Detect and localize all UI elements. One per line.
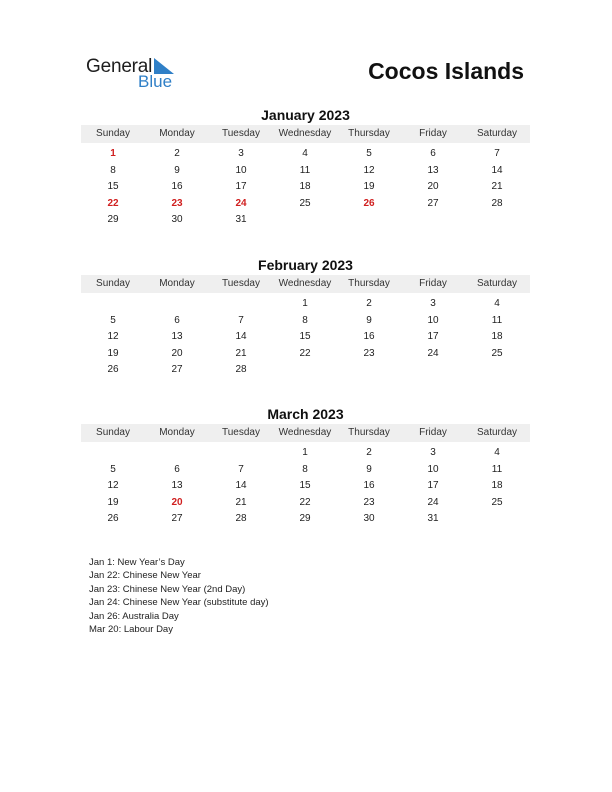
day-cell: 10 [235,164,247,176]
day-cell: 7 [494,148,500,159]
day-cell [337,212,401,229]
day-cell: 5 [110,314,116,326]
day-cell: 24 [427,347,439,359]
day-cell: 13 [427,164,439,176]
month-february [81,256,530,379]
day-cell [145,445,209,462]
holiday-day-cell: 23 [171,197,183,209]
day-cell: 11 [299,164,311,176]
day-cell: 11 [491,463,503,475]
week-row [81,179,530,196]
day-cell: 27 [427,197,439,209]
day-cell: 2 [366,298,372,309]
holiday-entry: Jan 22: Chinese New Year [89,570,201,582]
day-cell: 9 [174,164,180,176]
day-cell: 14 [235,331,247,343]
week-row [81,296,530,313]
day-cell [465,511,529,528]
day-cell [401,212,465,229]
day-cell: 21 [235,496,247,508]
weekday-label: Wednesday [278,278,332,289]
day-cell: 7 [238,463,244,475]
holiday-entry: Mar 20: Labour Day [89,624,173,636]
day-cell: 6 [174,314,180,326]
week-row [81,163,530,180]
day-cell: 31 [235,214,247,226]
brand-logo [86,56,186,92]
day-cell: 12 [107,480,119,492]
day-cell [209,445,273,462]
country-title: Cocos Islands [368,58,524,84]
day-cell [145,296,209,313]
weekday-label: Tuesday [222,427,260,438]
week-row [81,212,530,229]
weekday-label: Saturday [476,128,518,139]
weekday-label: Friday [419,278,447,289]
day-cell: 20 [427,181,439,193]
weekday-header-row [81,275,530,293]
day-cell: 26 [107,364,119,376]
day-cell: 25 [491,347,503,359]
weekday-label: Saturday [476,427,518,438]
weekday-label: Monday [159,278,195,289]
day-cell: 15 [299,480,311,492]
day-cell: 22 [299,496,311,508]
day-cell: 28 [235,513,247,525]
day-cell: 22 [299,347,311,359]
week-row [81,346,530,363]
day-cell: 9 [366,314,372,326]
day-cell: 8 [302,314,308,326]
day-cell: 24 [427,496,439,508]
weekday-label: Saturday [476,278,518,289]
day-cell: 29 [299,513,311,525]
holiday-entry: Jan 23: Chinese New Year (2nd Day) [89,583,246,595]
weekday-header-row [81,125,530,143]
holiday-day-cell: 24 [235,197,247,209]
month-title: March 2023 [267,406,344,422]
weekday-label: Friday [419,427,447,438]
day-cell: 25 [299,197,311,209]
holiday-day-cell: 20 [171,496,183,508]
day-cell: 16 [363,480,375,492]
week-row [81,146,530,163]
day-cell: 1 [302,447,308,458]
day-cell: 13 [171,331,183,343]
holiday-list [89,556,269,636]
day-cell [209,296,273,313]
day-cell: 19 [107,347,119,359]
day-cell: 10 [427,314,439,326]
weekday-label: Sunday [96,128,130,139]
day-cell: 8 [302,463,308,475]
day-cell: 23 [363,496,375,508]
weekday-label: Friday [419,128,447,139]
day-cell: 18 [491,331,503,343]
day-cell: 23 [363,347,375,359]
day-cell: 25 [491,496,503,508]
day-cell: 3 [430,447,436,458]
day-cell: 8 [110,164,116,176]
day-cell: 3 [238,148,244,159]
weekday-label: Thursday [348,427,390,438]
day-cell: 21 [235,347,247,359]
weekday-label: Sunday [96,427,130,438]
logo-text-blue: Blue [138,72,173,91]
day-cell: 29 [107,214,119,226]
week-row [81,445,530,462]
day-cell: 12 [363,164,375,176]
day-cell: 4 [494,298,500,309]
week-row [81,329,530,346]
day-cell: 26 [107,513,119,525]
weekday-label: Thursday [348,128,390,139]
day-cell: 5 [110,463,116,475]
day-cell: 10 [427,463,439,475]
day-cell [81,445,145,462]
day-cell: 19 [363,181,375,193]
day-cell: 20 [171,347,183,359]
day-cell: 27 [171,364,183,376]
day-cell: 2 [366,447,372,458]
month-title: February 2023 [258,257,353,273]
week-row [81,313,530,330]
day-cell: 5 [366,148,372,159]
day-cell: 6 [430,148,436,159]
holiday-day-cell: 26 [363,197,375,209]
week-row [81,495,530,512]
holiday-day-cell: 22 [107,197,119,209]
month-title: January 2023 [261,107,350,123]
weekday-label: Sunday [96,278,130,289]
day-cell: 19 [107,496,119,508]
day-cell: 30 [171,214,183,226]
weekday-label: Wednesday [278,128,332,139]
week-row [81,196,530,213]
weekday-label: Tuesday [222,128,260,139]
week-row [81,478,530,495]
day-cell: 28 [235,364,247,376]
weekday-label: Thursday [348,278,390,289]
day-cell: 16 [171,181,183,193]
day-cell [337,362,401,379]
holiday-entry: Jan 26: Australia Day [89,610,179,622]
day-cell: 14 [491,164,503,176]
day-cell: 27 [171,513,183,525]
day-cell [465,212,529,229]
holiday-day-cell: 1 [110,148,116,159]
day-cell [273,212,337,229]
day-cell: 12 [107,331,119,343]
weekday-label: Tuesday [222,278,260,289]
holiday-entry: Jan 1: New Year’s Day [89,557,185,568]
day-cell: 15 [299,331,311,343]
day-cell [273,362,337,379]
day-cell [81,296,145,313]
logo-text-general: General [86,56,153,77]
day-cell: 15 [107,181,119,193]
day-cell: 18 [491,480,503,492]
day-cell: 6 [174,463,180,475]
day-cell: 17 [427,480,439,492]
day-cell: 18 [299,181,311,193]
weekday-label: Monday [159,128,195,139]
day-cell [401,362,465,379]
day-cell: 21 [491,181,503,193]
week-row [81,362,530,379]
day-cell: 2 [174,148,180,159]
day-cell: 16 [363,331,375,343]
day-cell: 1 [302,298,308,309]
weekday-label: Monday [159,427,195,438]
month-january [81,106,530,229]
day-cell: 28 [491,197,503,209]
week-row [81,511,530,528]
month-march [81,405,530,528]
weekday-label: Wednesday [278,427,332,438]
day-cell: 13 [171,480,183,492]
week-row [81,462,530,479]
day-cell: 4 [302,148,308,159]
weekday-header-row [81,424,530,442]
day-cell: 30 [363,513,375,525]
day-cell: 3 [430,298,436,309]
day-cell: 17 [235,181,247,193]
day-cell: 14 [235,480,247,492]
day-cell: 11 [491,314,503,326]
day-cell: 9 [366,463,372,475]
holiday-entry: Jan 24: Chinese New Year (substitute day) [89,597,269,609]
day-cell: 17 [427,331,439,343]
day-cell [465,362,529,379]
day-cell: 7 [238,314,244,326]
day-cell: 4 [494,447,500,458]
day-cell: 31 [427,513,439,525]
